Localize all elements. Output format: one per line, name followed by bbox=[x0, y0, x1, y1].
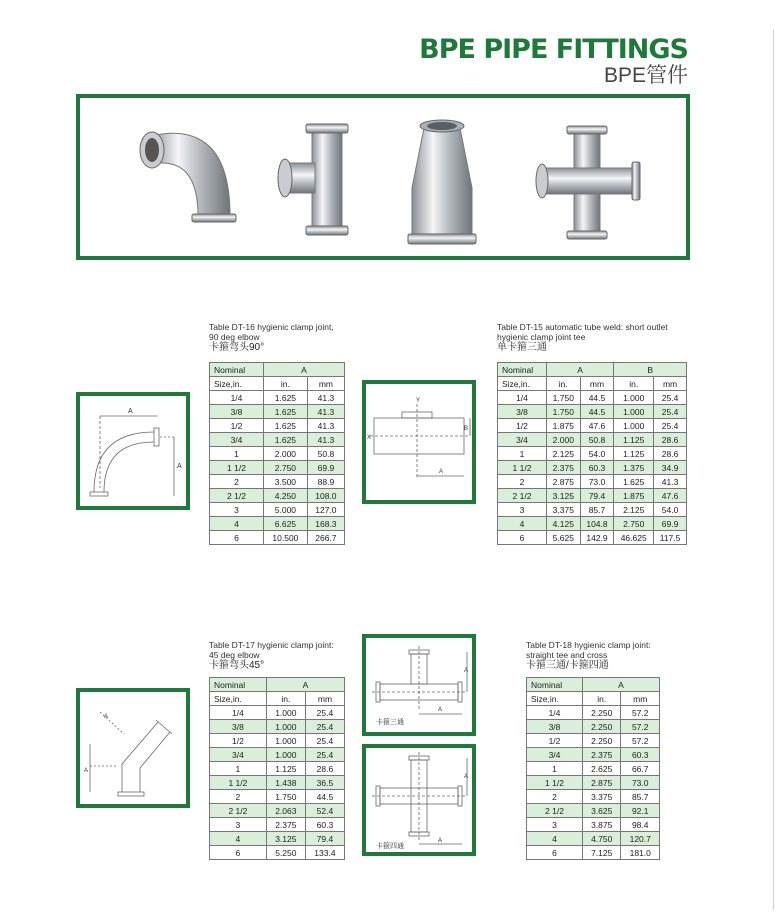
table-row bbox=[498, 489, 687, 503]
table-cell: 3.625 bbox=[582, 804, 621, 818]
table17-caption: Table DT-17 hygienic clamp joint: 45 deg elbow 卡箍弯头45° bbox=[209, 640, 334, 671]
table-cell: 50.8 bbox=[307, 447, 344, 461]
elbow-90-drawing bbox=[80, 396, 186, 506]
table-cell: 4 bbox=[498, 517, 547, 531]
table-cell: 2.750 bbox=[614, 517, 654, 531]
table-cell: 2.250 bbox=[582, 720, 621, 734]
table-cell: 73.0 bbox=[580, 475, 614, 489]
table-cell: 79.4 bbox=[580, 489, 614, 503]
table-cell: 1.000 bbox=[266, 720, 305, 734]
table-cell: 3 bbox=[210, 818, 267, 832]
table-row bbox=[527, 832, 660, 846]
table-row bbox=[210, 846, 345, 860]
table-cell: 5.000 bbox=[264, 503, 308, 517]
table-row bbox=[210, 531, 345, 545]
straight-tee-dim-a-side: A bbox=[464, 668, 469, 674]
table-row bbox=[527, 804, 660, 818]
table-cell: 1 1/2 bbox=[498, 461, 547, 475]
table-cell: 6 bbox=[210, 531, 264, 545]
table-cell: 36.5 bbox=[305, 776, 344, 790]
table-cell: 4.750 bbox=[582, 832, 621, 846]
table-row bbox=[527, 818, 660, 832]
table-cell: 25.4 bbox=[654, 391, 687, 405]
table-cell: 57.2 bbox=[621, 706, 660, 720]
table-row bbox=[210, 832, 345, 846]
product-tee bbox=[278, 124, 348, 235]
table-cell: 1.625 bbox=[264, 419, 308, 433]
table-row bbox=[210, 748, 345, 762]
table-cell: 2.375 bbox=[546, 461, 580, 475]
table-cell: 1/4 bbox=[210, 706, 267, 720]
table-cell: 3.375 bbox=[546, 503, 580, 517]
table-cell: 5.625 bbox=[546, 531, 580, 545]
table-cell: 88.9 bbox=[307, 475, 344, 489]
table-cell: 28.6 bbox=[654, 447, 687, 461]
table-cell: 34.9 bbox=[654, 461, 687, 475]
table-cell: 3/4 bbox=[210, 433, 264, 447]
table-row bbox=[210, 776, 345, 790]
table-cell: 1.000 bbox=[266, 734, 305, 748]
table-cell: 28.6 bbox=[654, 433, 687, 447]
table-cell: 98.4 bbox=[621, 818, 660, 832]
table-cell: 85.7 bbox=[580, 503, 614, 517]
table-cell: 1/2 bbox=[210, 734, 267, 748]
table-cell: 117.5 bbox=[654, 531, 687, 545]
short-tee-dim-y: Y bbox=[416, 398, 421, 404]
table-cell: 2 1/2 bbox=[210, 804, 267, 818]
table-cell: 3/8 bbox=[210, 720, 267, 734]
table-cell: 7.125 bbox=[582, 846, 621, 860]
table-cell: 2 1/2 bbox=[498, 489, 547, 503]
table-cell: 25.4 bbox=[305, 720, 344, 734]
table-row bbox=[210, 503, 345, 517]
table-row bbox=[210, 720, 345, 734]
table-cell: 4.250 bbox=[264, 489, 308, 503]
elbow-90-dim-a-top: A bbox=[128, 408, 133, 415]
table-cell: 2 1/2 bbox=[527, 804, 583, 818]
table-cell: 1/4 bbox=[527, 706, 583, 720]
table-cell: 1.000 bbox=[266, 748, 305, 762]
table18: Nominal A Size,in. in. mm 1/4 2.250 57.2 3/8 2.250 57.2 1/2 2.250 57.2 3/4 2.375 60.3 1 2.625 66.7 1 1/2 2.875 73.0 2 3.375 85.7 2 1/2 3.625 92.1 3 3.875 98.4 4 4.750 120.7 6 7.125 181.0 bbox=[526, 677, 660, 860]
title-zh: BPE管件 bbox=[603, 64, 688, 87]
table-cell: 2.063 bbox=[266, 804, 305, 818]
product-reducer bbox=[408, 120, 476, 244]
table-cell: 57.2 bbox=[621, 734, 660, 748]
table-row bbox=[210, 447, 345, 461]
table-cell: 1 bbox=[210, 447, 264, 461]
table-cell: 1.000 bbox=[614, 419, 654, 433]
table-cell: 168.3 bbox=[307, 517, 344, 531]
table-cell: 57.2 bbox=[621, 720, 660, 734]
title-en: BPE PIPE FITTINGS bbox=[419, 34, 688, 65]
table-row bbox=[210, 762, 345, 776]
table-row bbox=[210, 405, 345, 419]
product-elbow-90 bbox=[140, 132, 236, 222]
table17: Nominal A Size,in. in. mm 1/4 1.000 25.4 3/8 1.000 25.4 1/2 1.000 25.4 3/4 1.000 25.4 1 1.125 28.6 1 1/2 1.438 36.5 2 1.750 44.5 2 1/2 2.063 52.4 3 2.375 60.3 4 3.125 79.4 6 5.250 133.4 bbox=[209, 677, 345, 860]
table-cell: 1.625 bbox=[614, 475, 654, 489]
table-row bbox=[210, 489, 345, 503]
cross-dim-a-bottom: A bbox=[438, 838, 443, 844]
table-cell: 69.9 bbox=[307, 461, 344, 475]
table18-caption: Table DT-18 hygienic clamp joint: straight tee and cross 卡箍三通/卡箍四通 bbox=[526, 640, 651, 671]
table-cell: 79.4 bbox=[305, 832, 344, 846]
table-cell: 2.375 bbox=[582, 748, 621, 762]
table-cell: 25.4 bbox=[654, 419, 687, 433]
table-row bbox=[210, 734, 345, 748]
table-cell: 6 bbox=[498, 531, 547, 545]
table-row bbox=[210, 706, 345, 720]
table15-caption: Table DT-15 automatic tube weld: short outlet hygienic clamp joint tee 单卡箍三通 bbox=[497, 322, 668, 353]
table-cell: 47.6 bbox=[580, 419, 614, 433]
table-cell: 108.0 bbox=[307, 489, 344, 503]
table-cell: 3.500 bbox=[264, 475, 308, 489]
table-cell: 1.750 bbox=[546, 391, 580, 405]
elbow-90-dim-a-side: A bbox=[177, 463, 182, 470]
table-cell: 85.7 bbox=[621, 790, 660, 804]
table-cell: 1.875 bbox=[546, 419, 580, 433]
table-cell: 3/4 bbox=[498, 433, 547, 447]
table-cell: 2 bbox=[527, 790, 583, 804]
table-row bbox=[498, 475, 687, 489]
product-photos bbox=[80, 98, 686, 256]
table-cell: 25.4 bbox=[305, 706, 344, 720]
table-row bbox=[498, 503, 687, 517]
table-cell: 1/2 bbox=[498, 419, 547, 433]
table-cell: 133.4 bbox=[305, 846, 344, 860]
table-row bbox=[527, 734, 660, 748]
table-cell: 44.5 bbox=[580, 405, 614, 419]
table-cell: 25.4 bbox=[305, 748, 344, 762]
elbow-45-dim-a-side: A bbox=[84, 768, 89, 774]
table-cell: 6.625 bbox=[264, 517, 308, 531]
elbow-45-drawing bbox=[80, 692, 186, 804]
table-cell: 1.125 bbox=[266, 762, 305, 776]
table-cell: 3.125 bbox=[546, 489, 580, 503]
table-cell: 1.750 bbox=[266, 790, 305, 804]
table-row bbox=[527, 846, 660, 860]
table-row bbox=[498, 405, 687, 419]
table-cell: 1 1/2 bbox=[210, 776, 267, 790]
table-row bbox=[210, 517, 345, 531]
table-cell: 1 bbox=[498, 447, 547, 461]
table-cell: 2.875 bbox=[546, 475, 580, 489]
short-tee-dim-b: B bbox=[464, 426, 469, 432]
table-cell: 2 bbox=[210, 790, 267, 804]
table-cell: 1/2 bbox=[210, 419, 264, 433]
table-cell: 2.000 bbox=[264, 447, 308, 461]
drawing-box-straight-tee bbox=[362, 634, 476, 736]
table-cell: 41.3 bbox=[307, 405, 344, 419]
table-row bbox=[210, 419, 345, 433]
table-cell: 181.0 bbox=[621, 846, 660, 860]
table-cell: 2.375 bbox=[266, 818, 305, 832]
table-cell: 1 bbox=[210, 762, 267, 776]
table-cell: 3.875 bbox=[582, 818, 621, 832]
table-row bbox=[210, 433, 345, 447]
table-cell: 1 bbox=[527, 762, 583, 776]
table-cell: 266.7 bbox=[307, 531, 344, 545]
table-cell: 28.6 bbox=[305, 762, 344, 776]
table-cell: 142.9 bbox=[580, 531, 614, 545]
page-title bbox=[419, 36, 688, 88]
table-row bbox=[210, 818, 345, 832]
cross-label: 卡箍四通 bbox=[376, 843, 404, 850]
product-cross bbox=[536, 126, 640, 239]
table-cell: 3/8 bbox=[210, 405, 264, 419]
table16-caption: Table DT-16 hygienic clamp joint, 90 deg elbow 卡箍弯头90° bbox=[209, 322, 334, 353]
table-cell: 47.6 bbox=[654, 489, 687, 503]
table15: Nominal A B Size,in. in. mm in. mm 1/4 1.750 44.5 1.000 25.4 3/8 1.750 44.5 1.000 25.4 1/2 1.875 47.6 1.000 25.4 3/4 2.000 50.8 1.125 28.6 1 2.125 54.0 1.125 28.6 1 1/2 2.375 60.3 1.375 34.9 2 2.875 73.0 1.625 41.3 2 1/2 3.125 79.4 1.875 47.6 3 3.375 85.7 2.125 54.0 4 4.125 104.8 2.750 69.9 6 5.625 142.9 46.625 117.5 bbox=[497, 362, 687, 545]
table-cell: 46.625 bbox=[614, 531, 654, 545]
table-cell: 1 1/2 bbox=[210, 461, 264, 475]
table-row bbox=[210, 391, 345, 405]
drawing-box-elbow-90 bbox=[76, 392, 190, 510]
drawing-box-cross bbox=[362, 744, 476, 856]
table-cell: 2.875 bbox=[582, 776, 621, 790]
table-cell: 4 bbox=[527, 832, 583, 846]
table-cell: 3 bbox=[498, 503, 547, 517]
short-tee-dim-a: A bbox=[439, 469, 444, 475]
table-cell: 52.4 bbox=[305, 804, 344, 818]
table-row bbox=[527, 706, 660, 720]
table-cell: 2 bbox=[210, 475, 264, 489]
table-cell: 60.3 bbox=[305, 818, 344, 832]
table-row bbox=[527, 776, 660, 790]
table-cell: 1.750 bbox=[546, 405, 580, 419]
table-cell: 1.875 bbox=[614, 489, 654, 503]
table-row bbox=[498, 433, 687, 447]
straight-tee-drawing bbox=[366, 638, 472, 732]
table-cell: 2 1/2 bbox=[210, 489, 264, 503]
table-cell: 60.3 bbox=[621, 748, 660, 762]
table-row bbox=[498, 517, 687, 531]
table-row bbox=[210, 475, 345, 489]
table16-nominal-header: Nominal bbox=[210, 363, 264, 377]
table-cell: 3.125 bbox=[266, 832, 305, 846]
table-cell: 3.375 bbox=[582, 790, 621, 804]
table-cell: 41.3 bbox=[307, 419, 344, 433]
straight-tee-label: 卡箍三通 bbox=[376, 719, 404, 726]
table-cell: 2.625 bbox=[582, 762, 621, 776]
straight-tee-dim-a-bottom: A bbox=[438, 707, 443, 713]
short-tee-dim-x: X bbox=[367, 435, 372, 441]
table16: Nominal A Size,in. in. mm 1/4 1.625 41.3 3/8 1.625 41.3 1/2 1.625 41.3 3/4 1.625 41.3 1 2.000 50.8 1 1/2 2.750 69.9 2 3.500 88.9 2 1/2 4.250 108.0 3 5.000 127.0 4 6.625 168.3 6 10.500 266.7 bbox=[209, 362, 345, 545]
table-cell: 4 bbox=[210, 832, 267, 846]
elbow-45-dim-a-top: A bbox=[104, 714, 109, 720]
table-cell: 60.3 bbox=[580, 461, 614, 475]
table-row bbox=[527, 790, 660, 804]
table-row bbox=[498, 447, 687, 461]
table-cell: 3 bbox=[527, 818, 583, 832]
cross-drawing bbox=[366, 748, 472, 852]
table-cell: 6 bbox=[527, 846, 583, 860]
table-cell: 73.0 bbox=[621, 776, 660, 790]
table-cell: 41.3 bbox=[307, 433, 344, 447]
table-row bbox=[527, 762, 660, 776]
table-cell: 25.4 bbox=[305, 734, 344, 748]
table-cell: 50.8 bbox=[580, 433, 614, 447]
table-cell: 3/4 bbox=[210, 748, 267, 762]
table-cell: 3/8 bbox=[527, 720, 583, 734]
table-cell: 69.9 bbox=[654, 517, 687, 531]
table-cell: 4.125 bbox=[546, 517, 580, 531]
table-cell: 1.000 bbox=[614, 391, 654, 405]
product-photo-box bbox=[76, 94, 690, 260]
table-cell: 2.750 bbox=[264, 461, 308, 475]
table-cell: 1 1/2 bbox=[527, 776, 583, 790]
table-row bbox=[210, 461, 345, 475]
table-row bbox=[498, 531, 687, 545]
page-edge-line bbox=[773, 30, 774, 910]
table-cell: 1.625 bbox=[264, 433, 308, 447]
cross-dim-a-side: A bbox=[464, 774, 469, 780]
table-cell: 2.125 bbox=[546, 447, 580, 461]
table-cell: 1.125 bbox=[614, 447, 654, 461]
table-cell: 10.500 bbox=[264, 531, 308, 545]
drawing-box-short-tee bbox=[362, 380, 476, 504]
table-cell: 1.438 bbox=[266, 776, 305, 790]
table-cell: 1/2 bbox=[527, 734, 583, 748]
table-cell: 92.1 bbox=[621, 804, 660, 818]
table-cell: 66.7 bbox=[621, 762, 660, 776]
table-cell: 2.125 bbox=[614, 503, 654, 517]
table-cell: 6 bbox=[210, 846, 267, 860]
table-row bbox=[498, 391, 687, 405]
table-cell: 2.000 bbox=[546, 433, 580, 447]
table-row bbox=[210, 804, 345, 818]
table-cell: 1/4 bbox=[210, 391, 264, 405]
table-cell: 4 bbox=[210, 517, 264, 531]
table-cell: 127.0 bbox=[307, 503, 344, 517]
table-cell: 1.125 bbox=[614, 433, 654, 447]
table-cell: 3/8 bbox=[498, 405, 547, 419]
table-cell: 44.5 bbox=[305, 790, 344, 804]
table-cell: 3/4 bbox=[527, 748, 583, 762]
table-cell: 1/4 bbox=[498, 391, 547, 405]
table-cell: 120.7 bbox=[621, 832, 660, 846]
table-cell: 41.3 bbox=[654, 475, 687, 489]
table-cell: 104.8 bbox=[580, 517, 614, 531]
table-cell: 1.625 bbox=[264, 405, 308, 419]
table-cell: 44.5 bbox=[580, 391, 614, 405]
table-row bbox=[527, 748, 660, 762]
table-cell: 2.250 bbox=[582, 706, 621, 720]
table-row bbox=[498, 461, 687, 475]
table-cell: 25.4 bbox=[654, 405, 687, 419]
table-cell: 54.0 bbox=[580, 447, 614, 461]
table-cell: 1.375 bbox=[614, 461, 654, 475]
table-cell: 1.625 bbox=[264, 391, 308, 405]
table-row bbox=[210, 790, 345, 804]
table-cell: 41.3 bbox=[307, 391, 344, 405]
short-tee-drawing bbox=[366, 384, 472, 500]
table-cell: 1.000 bbox=[266, 706, 305, 720]
table-cell: 2.250 bbox=[582, 734, 621, 748]
table-cell: 3 bbox=[210, 503, 264, 517]
table-row bbox=[527, 720, 660, 734]
table-cell: 1.000 bbox=[614, 405, 654, 419]
table-cell: 54.0 bbox=[654, 503, 687, 517]
table-row bbox=[498, 419, 687, 433]
drawing-box-elbow-45 bbox=[76, 688, 190, 808]
table-cell: 5.250 bbox=[266, 846, 305, 860]
table-cell: 2 bbox=[498, 475, 547, 489]
